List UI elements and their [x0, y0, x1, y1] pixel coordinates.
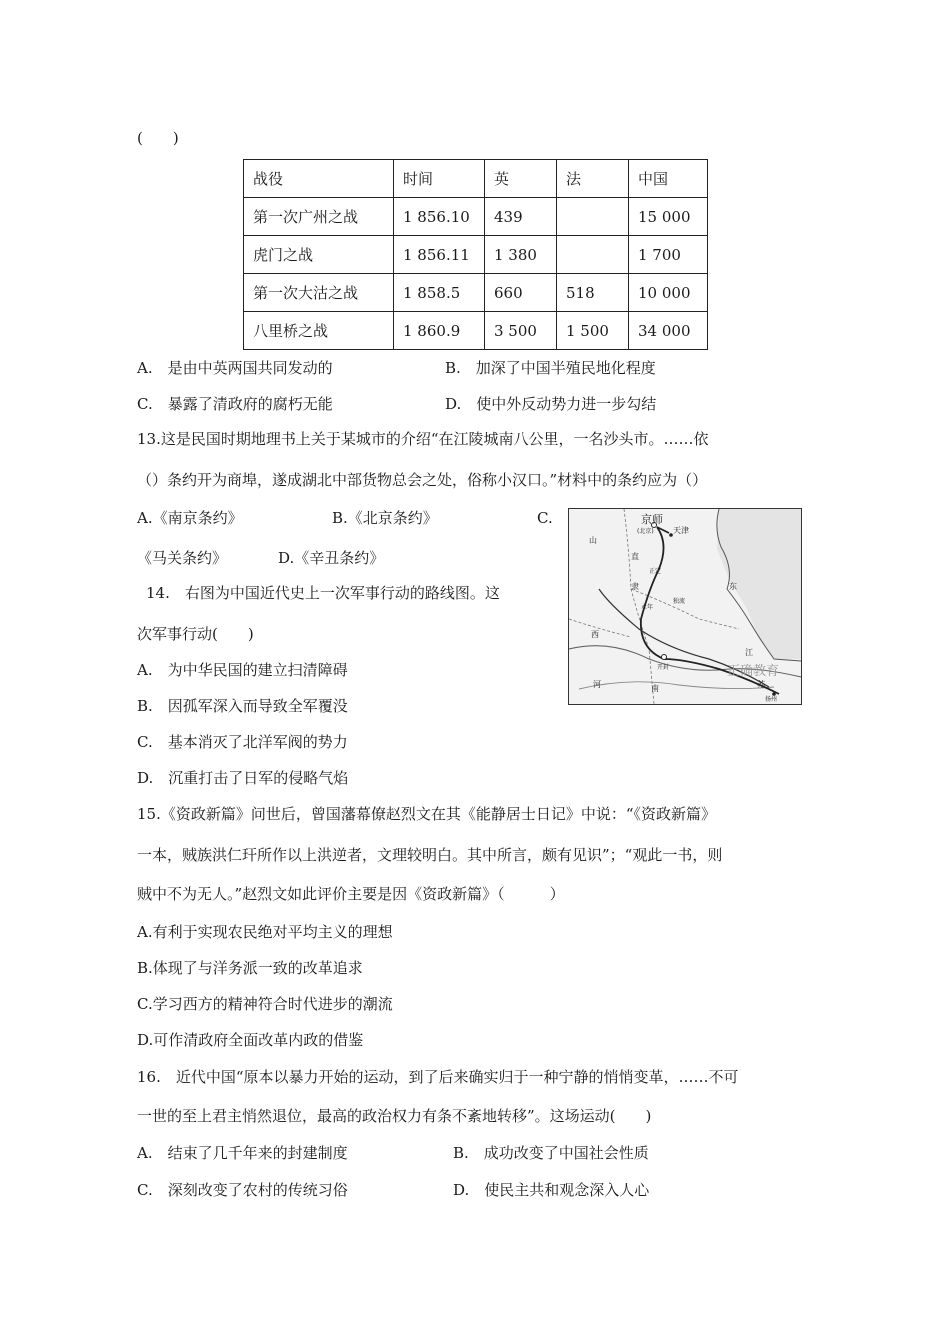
watermark: 正确教育 [727, 664, 780, 679]
q13-option-a: A.《南京条约》 [137, 509, 243, 527]
map-label-he: 河 [593, 680, 601, 689]
table-cell: 虎门之战 [244, 236, 394, 274]
table-row [244, 312, 708, 350]
table-cell: 1 860.9 [394, 312, 485, 350]
map-label-jiang: 江 [745, 648, 753, 657]
map-label-capital-note: (北京) [637, 528, 654, 535]
table-cell: 1 856.10 [394, 198, 485, 236]
table-header: 中国 [629, 160, 708, 198]
q14-option-b: B. 因孤军深入而导致全军覆没 [137, 697, 348, 715]
table-cell: 八里桥之战 [244, 312, 394, 350]
q13-option-b: B.《北京条约》 [332, 509, 438, 527]
table-cell: 518 [557, 274, 629, 312]
table-row [244, 274, 708, 312]
table-header-row [244, 160, 708, 198]
q13-option-c-letter: C. [537, 509, 553, 527]
q16-option-c: C. 深刻改变了农村的传统习俗 [137, 1181, 348, 1199]
map-label-xi: 西 [591, 630, 599, 639]
table-cell [557, 236, 629, 274]
q14-option-a: A. 为中华民国的建立扫清障碍 [137, 661, 348, 679]
table-cell: 1 700 [629, 236, 708, 274]
map-label-yangzhou: 扬州 [765, 696, 778, 703]
q13-option-c-text: 《马关条约》 [137, 549, 228, 567]
q12-option-c: C. 暴露了清政府的腐朽无能 [137, 395, 333, 413]
map-label-capital: 京师 [641, 513, 663, 526]
map-label-dugongtun: 独流 [673, 598, 686, 605]
table-cell [557, 198, 629, 236]
q14-option-d: D. 沉重打击了日军的侵略气焰 [137, 769, 349, 787]
map-label-shan: 山 [589, 536, 597, 545]
route-map [568, 508, 802, 705]
q15-option-d: D.可作清政府全面改革内政的借鉴 [137, 1031, 364, 1049]
map-label-zhi: 直 [631, 552, 639, 561]
table-cell: 34 000 [629, 312, 708, 350]
q15-option-a: A.有利于实现农民绝对平均主义的理想 [137, 923, 393, 941]
table-header: 时间 [394, 160, 485, 198]
map-label-tianjin: 天津 [673, 526, 689, 535]
table-row [244, 236, 708, 274]
map-label-nan: 南 [651, 684, 659, 693]
table-cell: 第一次广州之战 [244, 198, 394, 236]
table-cell: 10 000 [629, 274, 708, 312]
q15-option-c: C.学习西方的精神符合时代进步的潮流 [137, 995, 393, 1013]
q16-option-b: B. 成功改变了中国社会性质 [453, 1144, 649, 1162]
map-label-su: 苏 [757, 680, 765, 689]
q15-option-b: B.体现了与洋务派一致的改革追求 [137, 959, 363, 977]
q14-option-c: C. 基本消灭了北洋军阀的势力 [137, 733, 348, 751]
q14-line-2: 次军事行动( ) [137, 625, 254, 643]
table-cell: 1 500 [557, 312, 629, 350]
q16-option-d: D. 使民主共和观念深入人心 [453, 1181, 650, 1199]
table-header: 战役 [244, 160, 394, 198]
q15-line-3: 贼中不为无人。”赵烈文如此评价主要是因《资政新篇》（ ） [137, 885, 565, 903]
q13-line-2: （）条约开为商埠，遂成湖北中部货物总会之处，俗称小汉口。”材料中的条约应为（） [137, 471, 708, 489]
q12-option-b: B. 加深了中国半殖民地化程度 [445, 359, 656, 377]
table-header: 法 [557, 160, 629, 198]
q13-option-d: D.《辛丑条约》 [278, 549, 385, 567]
table-cell: 15 000 [629, 198, 708, 236]
q16-option-a: A. 结束了几千年来的封建制度 [137, 1144, 348, 1162]
table-cell: 439 [485, 198, 557, 236]
table-cell: 1 856.11 [394, 236, 485, 274]
map-label-li: 隶 [631, 582, 639, 591]
battle-table [243, 159, 708, 350]
q12-option-d: D. 使中外反动势力进一步勾结 [445, 395, 657, 413]
q14-line-1: 14. 右图为中国近代史上一次军事行动的路线图。这 [146, 584, 500, 602]
q15-line-1: 15.《资政新篇》问世后，曾国藩幕僚赵烈文在其《能静居士日记》中说：“《资政新篇》 [137, 805, 717, 823]
map-label-dong: 东 [729, 582, 737, 591]
table-cell: 1 858.5 [394, 274, 485, 312]
table-row [244, 198, 708, 236]
q12-stem-tail: ( ) [137, 129, 179, 147]
table-cell: 660 [485, 274, 557, 312]
q16-line-1: 16. 近代中国“原本以暴力开始的运动，到了后来确实归于一种宁静的悄悄变革，……不可 [137, 1068, 739, 1086]
q16-line-2: 一世的至上君主悄然退位，最高的政治权力有条不紊地转移”。这场运动( ) [137, 1107, 652, 1125]
q15-line-2: 一本，贼族洪仁玕所作以上洪逆者，文理较明白。其中所言，颇有见识”；“观此一书，则 [137, 846, 723, 864]
table-header: 英 [485, 160, 557, 198]
table-cell: 3 500 [485, 312, 557, 350]
table-cell: 1 380 [485, 236, 557, 274]
map-label-yongnian: 永年 [641, 604, 654, 611]
table-cell: 第一次大沽之战 [244, 274, 394, 312]
map-label-kaifeng: 开封 [657, 664, 670, 671]
map-label-zhending: 正定 [649, 568, 662, 575]
q12-option-a: A. 是由中英两国共同发动的 [137, 359, 333, 377]
q13-line-1: 13.这是民国时期地理书上关于某城市的介绍“在江陵城南八公里，一名沙头市。……依 [137, 430, 709, 448]
